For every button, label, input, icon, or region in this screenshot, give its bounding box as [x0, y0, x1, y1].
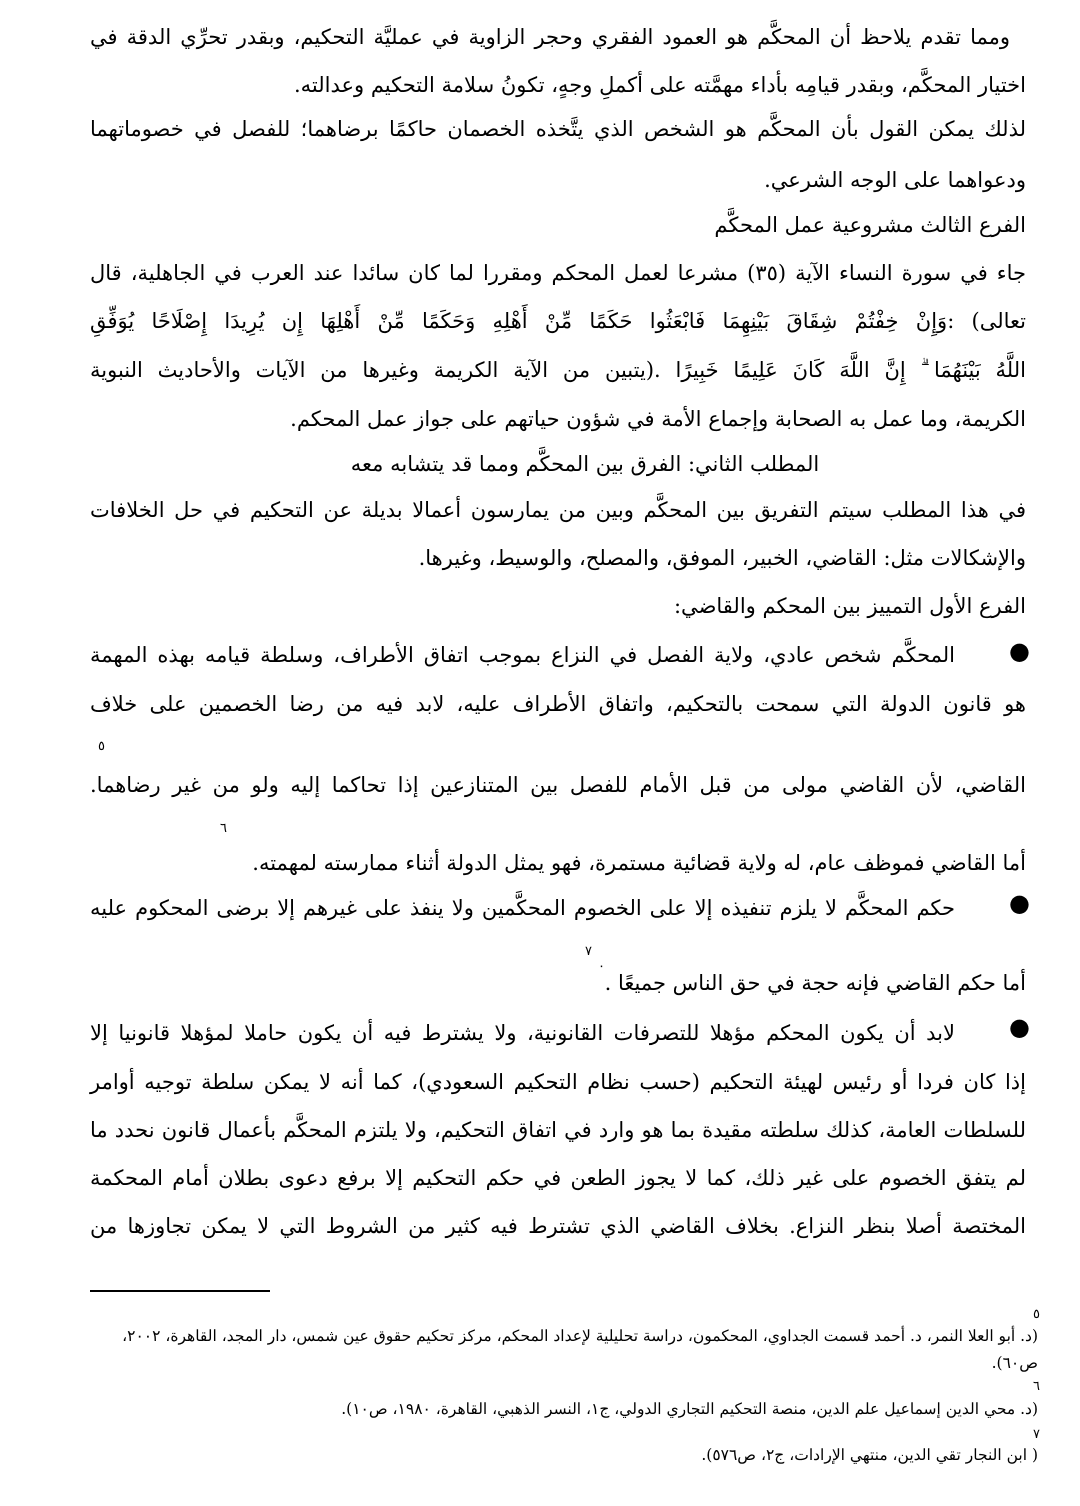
bullet-icon: ●	[1009, 889, 1030, 917]
paragraph-line: إذا كان فردا أو رئيس لهيئة التحكيم (حسب نظام التحكيم السعودي)، كما أنه لا يمكن سلطة توجيه أوامر	[90, 1070, 1026, 1094]
footnote-ref: ٧	[585, 944, 592, 959]
section-heading: الفرع الأول التمييز بين المحكم والقاضي:	[673, 594, 1026, 618]
footnote-number: ٦	[1033, 1379, 1040, 1394]
paragraph-line: الكريمة، وما عمل به الصحابة وإجماع الأمة في شؤون حياتهم على جواز عمل المحكم.	[290, 407, 1026, 431]
paragraph-line: ومما تقدم يلاحظ أن المحكَّم هو العمود الفقري وحجر الزاوية في عمليَّة التحكيم، وبقدر تحرِّي الدقة في	[90, 25, 1010, 49]
paragraph-line: تعالى) :وَإِنْ خِفْتُمْ شِقَاقَ بَيْنِهِمَا فَابْعَثُوا حَكَمًا مِّنْ أَهْلِهِ وَحَكَمًا مِّنْ أَهْلِهَا إِن يُرِيدَا إِصْلَاحًا يُوَفِّقِ	[90, 309, 1026, 333]
paragraph-line: المحكَّم شخص عادي، ولاية الفصل في النزاع بموجب اتفاق الأطراف، وسلطة قيامه بهذه المهمة	[90, 643, 955, 667]
footnote-ref: ٦	[220, 821, 227, 836]
footnote-ref: ٠	[598, 959, 605, 974]
paragraph-line: في هذا المطلب سيتم التفريق بين المحكَّم وبين من يمارسون أعمالا بديلة عن التحكيم في حل الخلافات	[90, 498, 1026, 522]
footnote-separator	[90, 1290, 270, 1292]
footnote-number: ٥	[1033, 1307, 1040, 1322]
footnote-text: ص٦٠).	[991, 1354, 1038, 1372]
footnote-text: (د. محي الدين إسماعيل علم الدين، منصة التحكيم التجاري الدولي، ج١، النسر الذهبي، القاهرة، ١٩٨٠، ص١٠).	[341, 1400, 1038, 1418]
footnote-text: (د. أبو العلا النمر، د. أحمد قسمت الجداوي، المحكمون، دراسة تحليلية لإعداد المحكم، مركز تحكيم حقوق عين شمس، دار المجد، القاهرة، ٢٠٠٢،	[122, 1327, 1038, 1345]
section-title: المطلب الثاني: الفرق بين المحكَّم ومما قد يتشابه معه	[350, 452, 820, 476]
paragraph-line: القاضي، لأن القاضي مولى من قبل الأمام للفصل بين المتنازعين إذا تحاكما إليه ولو من غير رضاهما.	[90, 773, 1026, 797]
paragraph-line: لابد أن يكون المحكم مؤهلا للتصرفات القانونية، ولا يشترط فيه أن يكون حاملا لمؤهلا قانونيا إلا	[90, 1021, 955, 1045]
paragraph-line: اختيار المحكَّم، وبقدر قيامِه بأداء مهمَّته على أكملِ وجهٍ، تكونُ سلامة التحكيم وعدالته.	[293, 73, 1026, 97]
paragraph-line: أما القاضي فموظف عام، له ولاية قضائية مستمرة، فهو يمثل الدولة أثناء ممارسته لمهمته.	[252, 851, 1026, 875]
paragraph-line: حكم المحكَّم لا يلزم تنفيذه إلا على الخصوم المحكَّمين ولا ينفذ على غيرهم إلا برضى المحكوم عليه	[90, 896, 955, 920]
paragraph-line: لذلك يمكن القول بأن المحكَّم هو الشخص الذي يتَّخذه الخصمان حاكمًا برضاهما؛ للفصل في خصوماتهما	[90, 117, 1026, 141]
bullet-icon: ●	[1009, 637, 1030, 665]
paragraph-line: أما حكم القاضي فإنه حجة في حق الناس جميعًا .	[604, 971, 1026, 995]
paragraph-line: لم يتفق الخصوم على غير ذلك، كما لا يجوز الطعن في حكم التحكيم إلا برفع دعوى بطلان أمام المحكمة	[90, 1166, 1026, 1190]
paragraph-line: جاء في سورة النساء الآية (٣٥) مشرعا لعمل المحكم ومقررا لما كان سائدا عند العرب في الجاهلية، قال	[90, 261, 1026, 285]
paragraph-line: والإشكالات مثل: القاضي، الخبير، الموفق، والمصلح، والوسيط، وغيرها.	[418, 546, 1026, 570]
paragraph-line: للسلطات العامة، كذلك سلطته مقيدة بما هو وارد في اتفاق التحكيم، ولا يلتزم المحكَّم بأعمال قانون نحدد ما	[90, 1118, 1026, 1142]
paragraph-line: المختصة أصلا بنظر النزاع. بخلاف القاضي الذي تشترط فيه كثير من الشروط التي لا يمكن تجاوزها من	[90, 1214, 1026, 1238]
section-heading: الفرع الثالث مشروعية عمل المحكَّم	[714, 213, 1026, 237]
paragraph-line: ودعواهما على الوجه الشرعي.	[764, 168, 1026, 192]
paragraph-line: اللَّهُ بَيْنَهُمَا ۗ إِنَّ اللَّهَ كَانَ عَلِيمًا خَبِيرًا .(يتبين من الآية الكريمة وغيرها من الآيات والأحاديث النبوية	[90, 358, 1026, 382]
footnote-text: ( ابن النجار تقي الدين، منتهي الإرادات، ج٢، ص٥٧٦).	[701, 1446, 1038, 1464]
footnote-ref: ٥	[98, 739, 105, 754]
footnote-number: ٧	[1033, 1427, 1040, 1442]
paragraph-line: هو قانون الدولة التي سمحت بالتحكيم، واتفاق الأطراف عليه، لابد فيه من رضا الخصمين على خلاف	[90, 692, 1026, 716]
bullet-icon: ●	[1009, 1013, 1030, 1041]
